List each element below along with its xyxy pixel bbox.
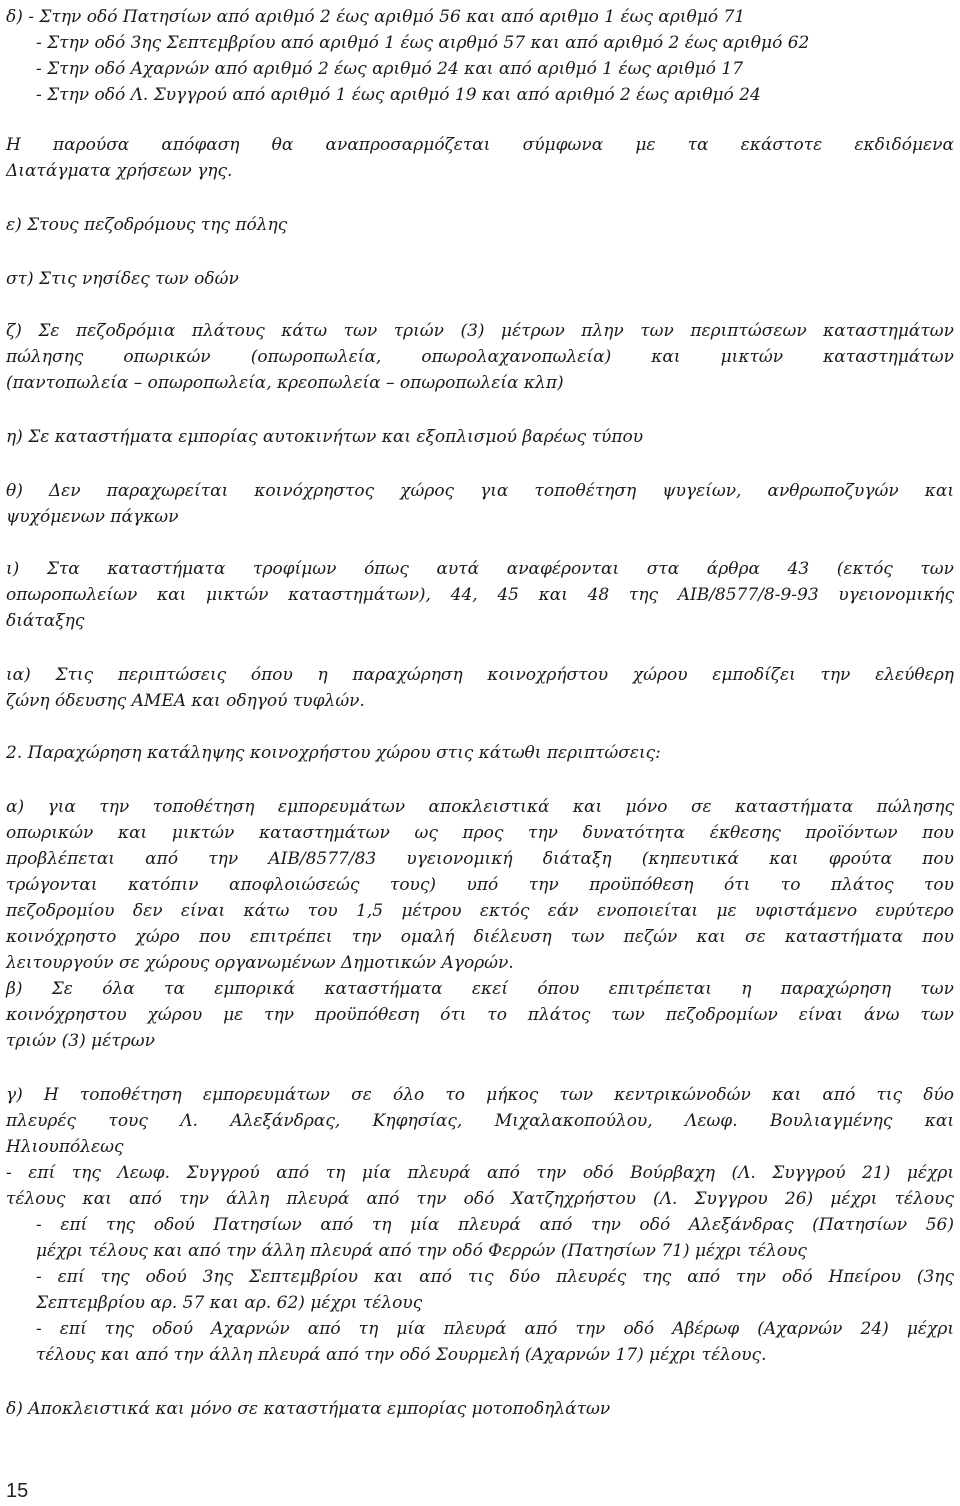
text-line: οπωρικών και μικτών καταστημάτων ως προς την δυνατότητα έκθεσης προϊόντων που <box>6 823 954 843</box>
text-line: κοινόχρηστου χώρου με την προϋπόθεση ότι το πλάτος των πεζοδρομίων είναι άνω των <box>6 1005 954 1025</box>
page-number: 15 <box>6 1480 29 1502</box>
text-line: οπωροπωλείων και μικτών καταστημάτων), 44, 45 και 48 της ΑΙΒ/8577/8-9-93 υγειονομικής <box>6 585 954 605</box>
text-line: στ) Στις νησίδες των οδών <box>6 269 239 289</box>
text-line: μέχρι τέλους και από την άλλη πλευρά από την οδό Φερρών (Πατησίων 71) μέχρι τέλους <box>36 1241 807 1261</box>
text-line: λειτουργούν σε χώρους οργανωμένων Δημοτικών Αγορών. <box>6 953 514 973</box>
text-line: κοινόχρηστο χώρο που επιτρέπει την ομαλή διέλευση των πεζών και σε καταστήματα που <box>6 927 954 947</box>
text-line: α) για την τοποθέτηση εμπορευμάτων αποκλειστικά και μόνο σε καταστήματα πώλησης <box>6 797 954 817</box>
text-line: τριών (3) μέτρων <box>6 1031 155 1051</box>
text-line: ζώνη όδευσης ΑΜΕΑ και οδηγού τυφλών. <box>6 691 365 711</box>
text-line: - Στην οδό 3ης Σεπτεμβρίου από αριθμό 1 έως αιρθμό 57 και από αριθμό 2 έως αριθμό 62 <box>36 33 810 53</box>
text-line: - επί της οδού Αχαρνών από τη μία πλευρά από την οδό Αβέρωφ (Αχαρνών 24) μέχρι <box>36 1319 954 1339</box>
text-line: τρώγονται κατόπιν αποφλοιώσεώς τους) υπό την προϋπόθεση ότι το πλάτος του <box>6 875 954 895</box>
text-line: Η παρούσα απόφαση θα αναπροσαρμόζεται σύμφωνα με τα εκάστοτε εκδιδόμενα <box>6 135 954 155</box>
text-line: ι) Στα καταστήματα τροφίμων όπως αυτά αναφέρονται στα άρθρα 43 (εκτός των <box>6 559 954 579</box>
text-line: Σεπτεμβρίου αρ. 57 και αρ. 62) μέχρι τέλους <box>36 1293 423 1313</box>
text-line: γ) Η τοποθέτηση εμπορευμάτων σε όλο το μήκος των κεντρικώνοδών και από τις δύο <box>6 1085 954 1105</box>
text-line: θ) Δεν παραχωρείται κοινόχρηστος χώρος για τοποθέτηση ψυγείων, ανθρωποζυγών και <box>6 481 954 501</box>
text-line: τέλους και από την άλλη πλευρά από την οδό Χατζηχρήστου (Λ. Συγγρου 26) μέχρι τέλους <box>6 1189 954 1209</box>
text-line: - Στην οδό Λ. Συγγρού από αριθμό 1 έως αριθμό 19 και από αριθμό 2 έως αριθμό 24 <box>36 85 761 105</box>
text-line: ια) Στις περιπτώσεις όπου η παραχώρηση κοινοχρήστου χώρου εμποδίζει την ελεύθερη <box>6 665 954 685</box>
text-line: πεζοδρομίου δεν είναι κάτω του 1,5 μέτρου εκτός εάν ενοποιείται με υφιστάμενο ευρύτερο <box>6 901 954 921</box>
text-line: δ) Αποκλειστικά και μόνο σε καταστήματα εμπορίας μοτοποδηλάτων <box>6 1399 611 1419</box>
text-line: - επί της οδού Πατησίων από τη μία πλευρά από την οδό Αλεξάνδρας (Πατησίων 56) <box>36 1215 954 1235</box>
text-line: - Στην οδό Αχαρνών από αριθμό 2 έως αριθμό 24 και από αριθμό 1 έως αριθμό 17 <box>36 59 744 79</box>
text-line: πώλησης οπωρικών (οπωροπωλεία, οπωρολαχανοπωλεία) και μικτών καταστημάτων <box>6 347 954 367</box>
section-heading: 2. Παραχώρηση κατάληψης κοινοχρήστου χώρου στις κάτωθι περιπτώσεις: <box>6 743 661 763</box>
text-line: β) Σε όλα τα εμπορικά καταστήματα εκεί όπου επιτρέπεται η παραχώρηση των <box>6 979 954 999</box>
text-line: τέλους και από την άλλη πλευρά από την οδό Σουρμελή (Αχαρνών 17) μέχρι τέλους. <box>36 1345 767 1365</box>
text-line: - επί της οδού 3ης Σεπτεμβρίου και από τις δύο πλευρές της από την οδό Ηπείρου (3ης <box>36 1267 954 1287</box>
text-line: - επί της Λεωφ. Συγγρού από τη μία πλευρά από την οδό Βούρβαχη (Λ. Συγγρού 21) μέχρι <box>6 1163 954 1183</box>
text-line: η) Σε καταστήματα εμπορίας αυτοκινήτων και εξοπλισμού βαρέως τύπου <box>6 427 644 447</box>
text-line: πλευρές τους Λ. Αλεξάνδρας, Κηφησίας, Μιχαλακοπούλου, Λεωφ. Βουλιαγμένης και <box>6 1111 954 1131</box>
text-line: διάταξης <box>6 611 85 631</box>
text-line: προβλέπεται από την ΑΙΒ/8577/83 υγειονομική διάταξη (κηπευτικά και φρούτα που <box>6 849 954 869</box>
text-line: (παντοπωλεία – οπωροπωλεία, κρεοπωλεία – οπωροπωλεία κλπ) <box>6 373 564 393</box>
text-line: Διατάγματα χρήσεων γης. <box>6 161 233 181</box>
text-line: ψυχόμενων πάγκων <box>6 507 179 527</box>
text-line: δ) - Στην οδό Πατησίων από αριθμό 2 έως αριθμό 56 και από αριθμο 1 έως αριθμό 71 <box>6 7 746 27</box>
text-line: ζ) Σε πεζοδρόμια πλάτους κάτω των τριών (3) μέτρων πλην των περιπτώσεων καταστημάτων <box>6 321 954 341</box>
text-line: ε) Στους πεζοδρόμους της πόλης <box>6 215 288 235</box>
text-line: Ηλιουπόλεως <box>6 1137 124 1157</box>
